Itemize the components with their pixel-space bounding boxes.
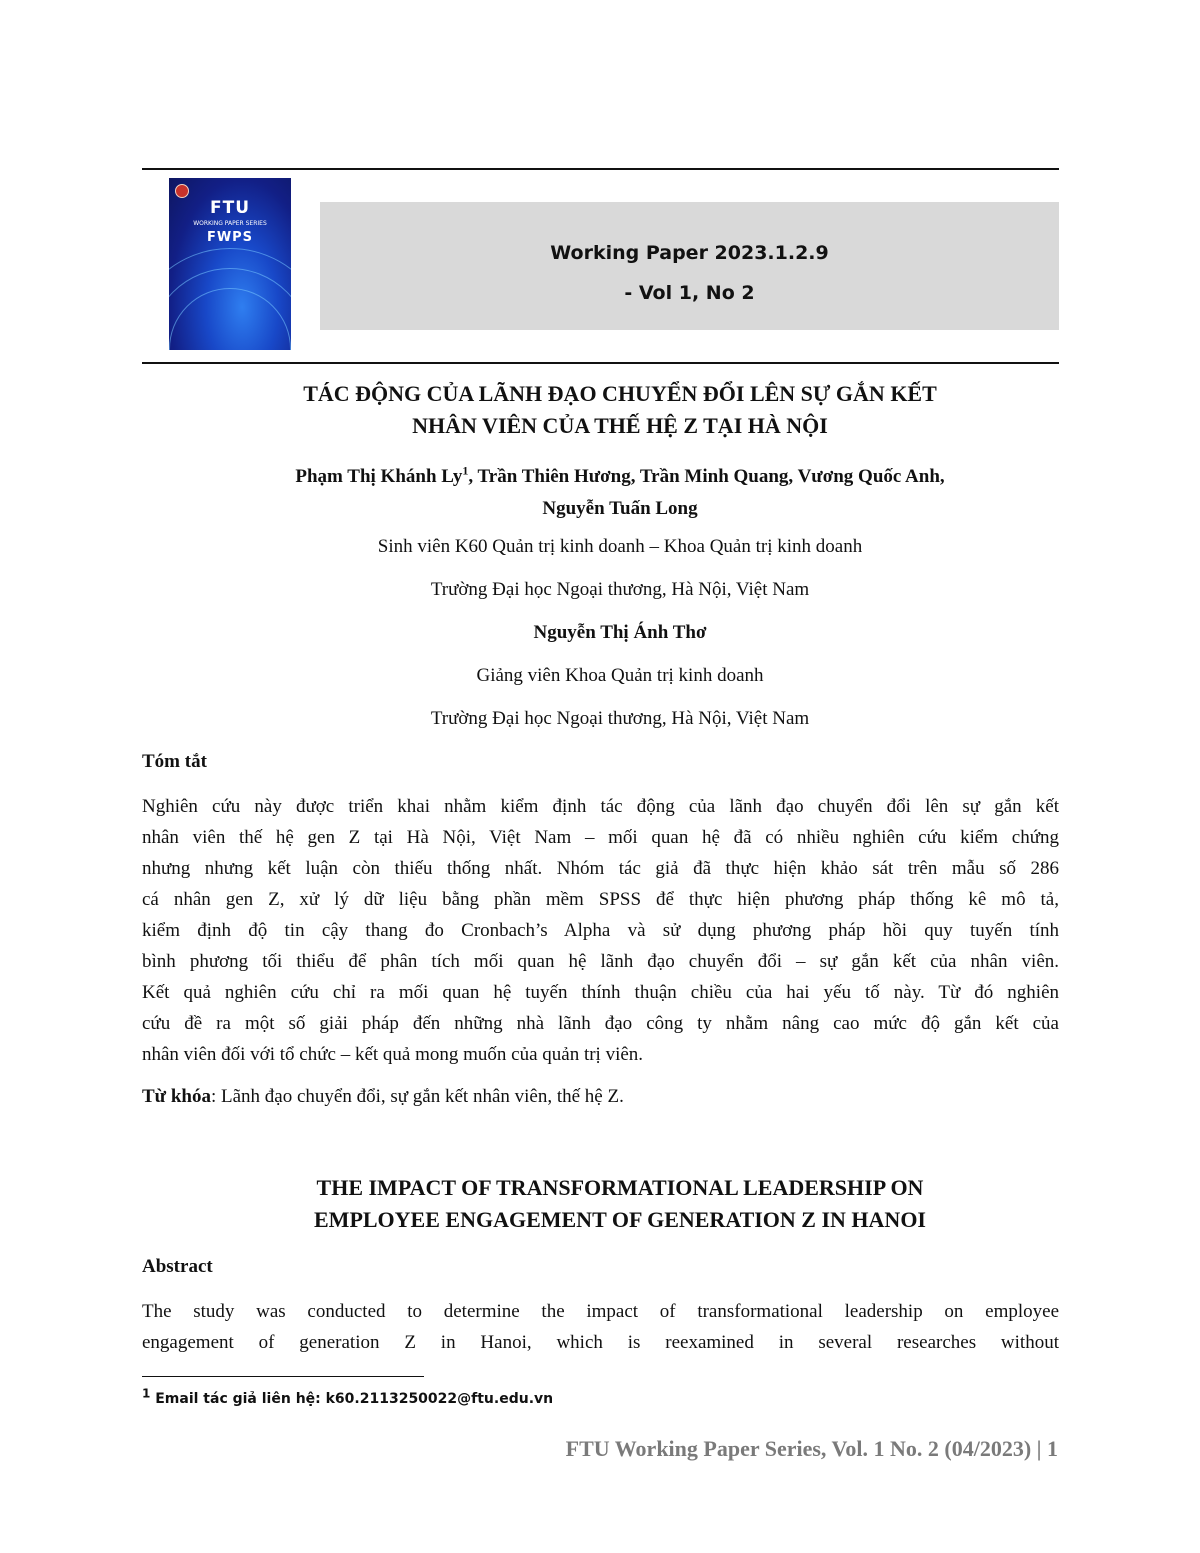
abstract-line: engagement of generation Z in Hanoi, which is reexamined in several researches without (142, 1332, 1059, 1353)
working-paper-volume: - Vol 1, No 2 (624, 282, 755, 304)
authors-line-2: Nguyễn Tuấn Long (542, 498, 698, 519)
abstract-line: Nghiên cứu này được triển khai nhằm kiểm định tác động của lãnh đạo chuyển đổi lên sự gắn kết (142, 796, 1059, 817)
header-top-rule (142, 168, 1059, 170)
affiliation-university: Trường Đại học Ngoại thương, Hà Nội, Việt Nam (430, 579, 810, 600)
footnote-number: 1 (142, 1386, 151, 1401)
vn-keywords (142, 1086, 1059, 1108)
cover-brand: FTU (209, 198, 250, 218)
page-footer (566, 1436, 1058, 1462)
abstract-line: cá nhân gen Z, xử lý dữ liệu bằng phần mềm SPSS để thực hiện phương pháp thống kê mô tả, (142, 889, 1059, 910)
vn-title-line: NHÂN VIÊN CỦA THẾ HỆ Z TẠI HÀ NỘI (412, 413, 828, 438)
abstract-line: nhân viên thế hệ gen Z tại Hà Nội, Việt Nam – mối quan hệ đã có nhiều nghiên cứu kiểm chứng (142, 827, 1059, 848)
keywords-label: Từ khóa (142, 1086, 211, 1107)
keywords-text: : Lãnh đạo chuyển đổi, sự gắn kết nhân viên, thế hệ Z. (210, 1086, 624, 1107)
footnote-text: Email tác giả liên hệ: k60.2113250022@ftu.edu.vn (150, 1391, 554, 1407)
footnote (142, 1386, 554, 1407)
en-title (142, 1172, 1098, 1236)
vn-abstract-heading: Tóm tắt (142, 751, 207, 772)
header-bottom-rule (142, 362, 1059, 364)
abstract-line: kiểm định độ tin cậy thang đo Cronbach’s Alpha và sử dụng phương pháp hồi quy tuyến tính (142, 920, 1059, 941)
vn-title (142, 378, 1098, 442)
abstract-line: nhân viên đối với tổ chức – kết quả mong muốn của quản trị viên. (142, 1044, 644, 1065)
abstract-line: nhưng nhưng kết luận còn thiếu thống nhất. Nhóm tác giả đã thực hiện khảo sát trên mẫu số 286 (142, 858, 1059, 879)
abstract-line: Kết quả nghiên cứu chỉ ra mối quan hệ tuyến thính thuận chiều của hai yếu tố này. Từ đó nghiên (142, 982, 1059, 1003)
en-title-line: THE IMPACT OF TRANSFORMATIONAL LEADERSHIP ON (316, 1175, 924, 1200)
advisor-affiliation: Giảng viên Khoa Quản trị kinh doanh (476, 665, 764, 686)
footer-series: FTU Working Paper Series, Vol. 1 No. 2 (04/2023) | (565, 1436, 1047, 1461)
cover-series: WORKING PAPER SERIES (193, 220, 267, 227)
abstract-line: bình phương tối thiểu để phân tích mối quan hệ lãnh đạo chuyển đổi – sự gắn kết của nhân viên. (142, 951, 1059, 972)
vn-title-line: TÁC ĐỘNG CỦA LÃNH ĐẠO CHUYỂN ĐỔI LÊN SỰ GẮN KẾT (303, 381, 937, 406)
advisor-name: Nguyễn Thị Ánh Thơ (533, 622, 707, 643)
abstract-line: cứu đề ra một số giải pháp đến những nhà lãnh đạo công ty nhằm nâng cao mức độ gắn kết của (142, 1013, 1059, 1034)
vn-abstract-body (142, 791, 1059, 1070)
en-abstract-heading: Abstract (142, 1256, 213, 1277)
working-paper-box (320, 202, 1059, 330)
cover-code: FWPS (206, 230, 254, 245)
en-title-line: EMPLOYEE ENGAGEMENT OF GENERATION Z IN HANOI (314, 1207, 926, 1232)
en-abstract-body (142, 1296, 1059, 1358)
series-cover-image (169, 178, 291, 350)
affiliation-students: Sinh viên K60 Quản trị kinh doanh – Khoa Quản trị kinh doanh (377, 536, 863, 557)
footnote-rule (142, 1376, 424, 1377)
university-logo-icon (175, 184, 189, 198)
working-paper-number: Working Paper 2023.1.2.9 (550, 242, 829, 264)
footnote-marker[interactable]: 1 (462, 463, 469, 478)
page-number: 1 (1047, 1436, 1058, 1461)
advisor-university: Trường Đại học Ngoại thương, Hà Nội, Việt Nam (430, 708, 810, 729)
author-names: , Trần Thiên Hương, Trần Minh Quang, Vương Quốc Anh, (468, 466, 945, 487)
authors (142, 461, 1098, 525)
abstract-line: The study was conducted to determine the impact of transformational leadership on employee (142, 1301, 1059, 1322)
author-name: Phạm Thị Khánh Ly (295, 466, 463, 487)
authors-line-1 (142, 461, 1098, 493)
